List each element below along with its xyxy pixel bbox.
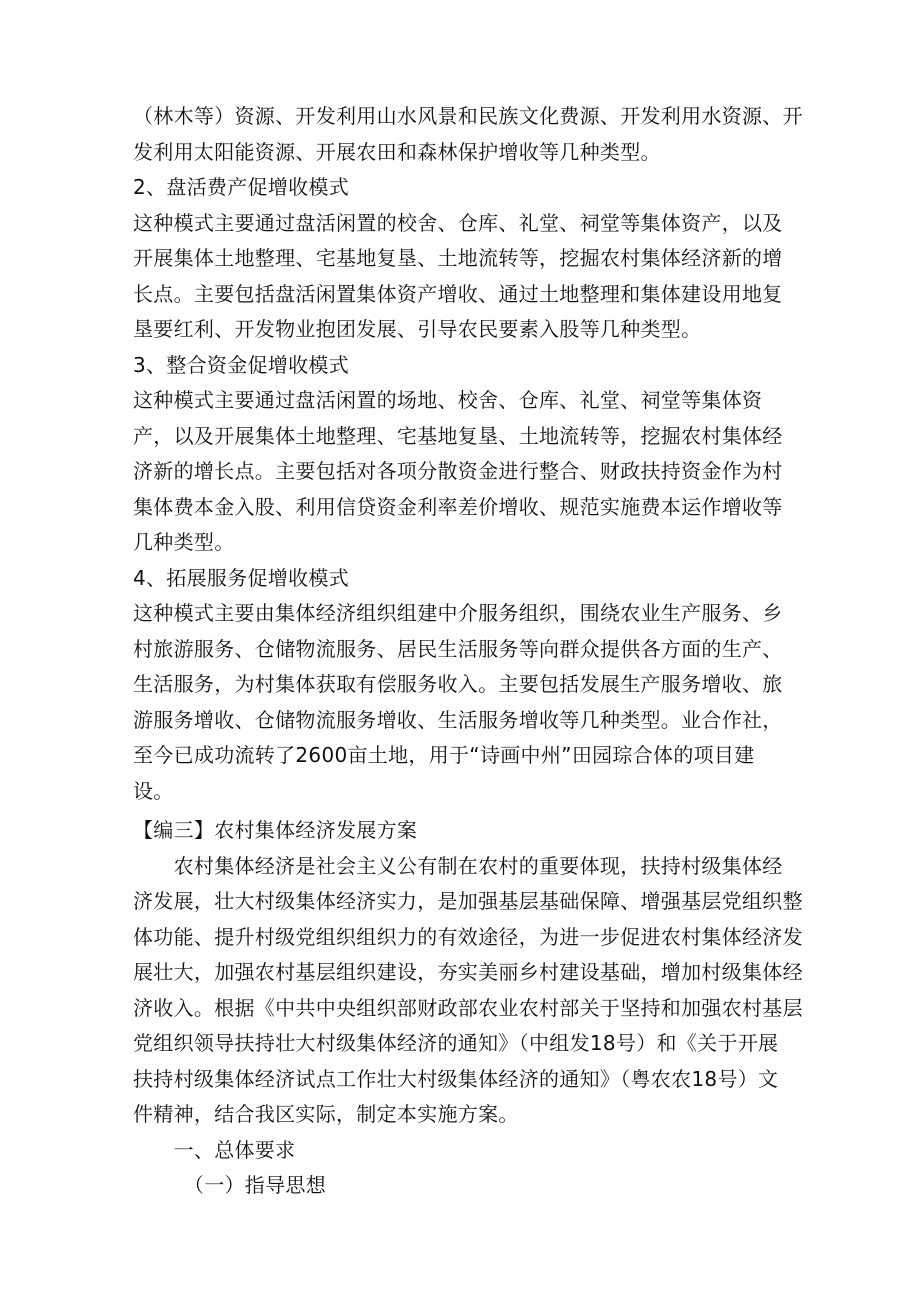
heading-general-requirements: 一、总体要求 (133, 1137, 296, 1162)
text-line: 长点。主要包括盘活闲置集体资产增收、通过土地整理和集体建设用地复 (133, 281, 783, 306)
text-line: 体功能、提升村级党组织组织力的有效途径，为进一步促进农村集体经济发 (133, 924, 803, 949)
text-line: 开展集体土地整理、宅基地复垦、土地流转等，挖掘农村集体经济新的增 (133, 246, 783, 270)
heading-guiding-thought: （一）指导思想 (133, 1173, 326, 1197)
text-line: 几种类型。 (133, 530, 235, 554)
text-line: 扶持村级集体经济试点工作壮大村级集体经济的通知》（粤农农18号）文 (133, 1066, 779, 1091)
text-line: 发利用太阳能资源、开展农田和森林保护增收等几种类型。 (133, 139, 661, 164)
heading-model-2: 2、盘活费产促增收模式 (133, 175, 350, 199)
text-line: 济新的增长点。主要包括对各项分散资金进行整合、财政扶持资金作为村 (133, 459, 783, 483)
text-line: 游服务增收、仓储物流服务增收、生活服务增收等几种类型。业合作社， (133, 707, 783, 732)
text-line: 生活服务，为村集体获取有偿服务收入。主要包括发展生产服务增收、旅 (133, 672, 783, 696)
text-line: 农村集体经济是社会主义公有制在农村的重要体现，扶持村级集体经 (133, 853, 783, 878)
text-line: 展壮大，加强农村基层组织建设，夯实美丽乡村建设基础，增加村级集体经 (133, 960, 803, 984)
text-line: 集体费本金入股、利用信贷资金利率差价增收、规范实施费本运作增收等 (133, 494, 783, 519)
text-line: 产，以及开展集体土地整理、宅基地复垦、土地流转等，挖掘农村集体经 (133, 423, 783, 448)
text-line: 村旅游服务、仓储物流服务、居民生活服务等向群众提供各方面的生产、 (133, 636, 783, 661)
text-line: 至今已成功流转了2600亩土地，用于“诗画中州”田园琮合体的项目建 (133, 743, 755, 767)
text-line: 济收入。根据《中共中央组织部财政部农业农村部关于坚持和加强农村基层 (133, 995, 803, 1020)
text-block-plan (133, 813, 803, 1204)
text-line: 垦要红利、开发物业抱团发展、引导农民要素入股等几种类型。 (133, 317, 702, 341)
section-title: 【编三】农村集体经济发展方案 (133, 818, 418, 842)
text-line: 件精神，结合我区实际，制定本实施方案。 (133, 1102, 519, 1126)
text-line: 这种模式主要通过盘活闲置的校舍、仓库、礼堂、祠堂等集体资产，以及 (133, 210, 783, 235)
heading-model-4: 4、拓展服务促增收模式 (133, 565, 350, 590)
text-line: 党组织领导扶持壮大村级集体经济的通知》（中组发18号）和《关于开展 (133, 1031, 779, 1055)
heading-model-3: 3、整合资金促增收模式 (133, 352, 350, 377)
text-block-models (133, 99, 803, 809)
text-line: 这种模式主要由集体经济组织组建中介服务组织，围绕农业生产服务、乡 (133, 601, 783, 625)
text-line: 这种模式主要通过盘活闲置的场地、校舍、仓库、礼堂、祠堂等集体资 (133, 388, 763, 412)
text-line: 设。 (133, 778, 174, 803)
text-line: （林木等）资源、开发利用山水风景和民族文化费源、开发利用水资源、开 (133, 104, 803, 128)
text-line: 济发展，壮大村级集体经济实力，是加强基层基础保障、增强基层党组织整 (133, 889, 803, 913)
